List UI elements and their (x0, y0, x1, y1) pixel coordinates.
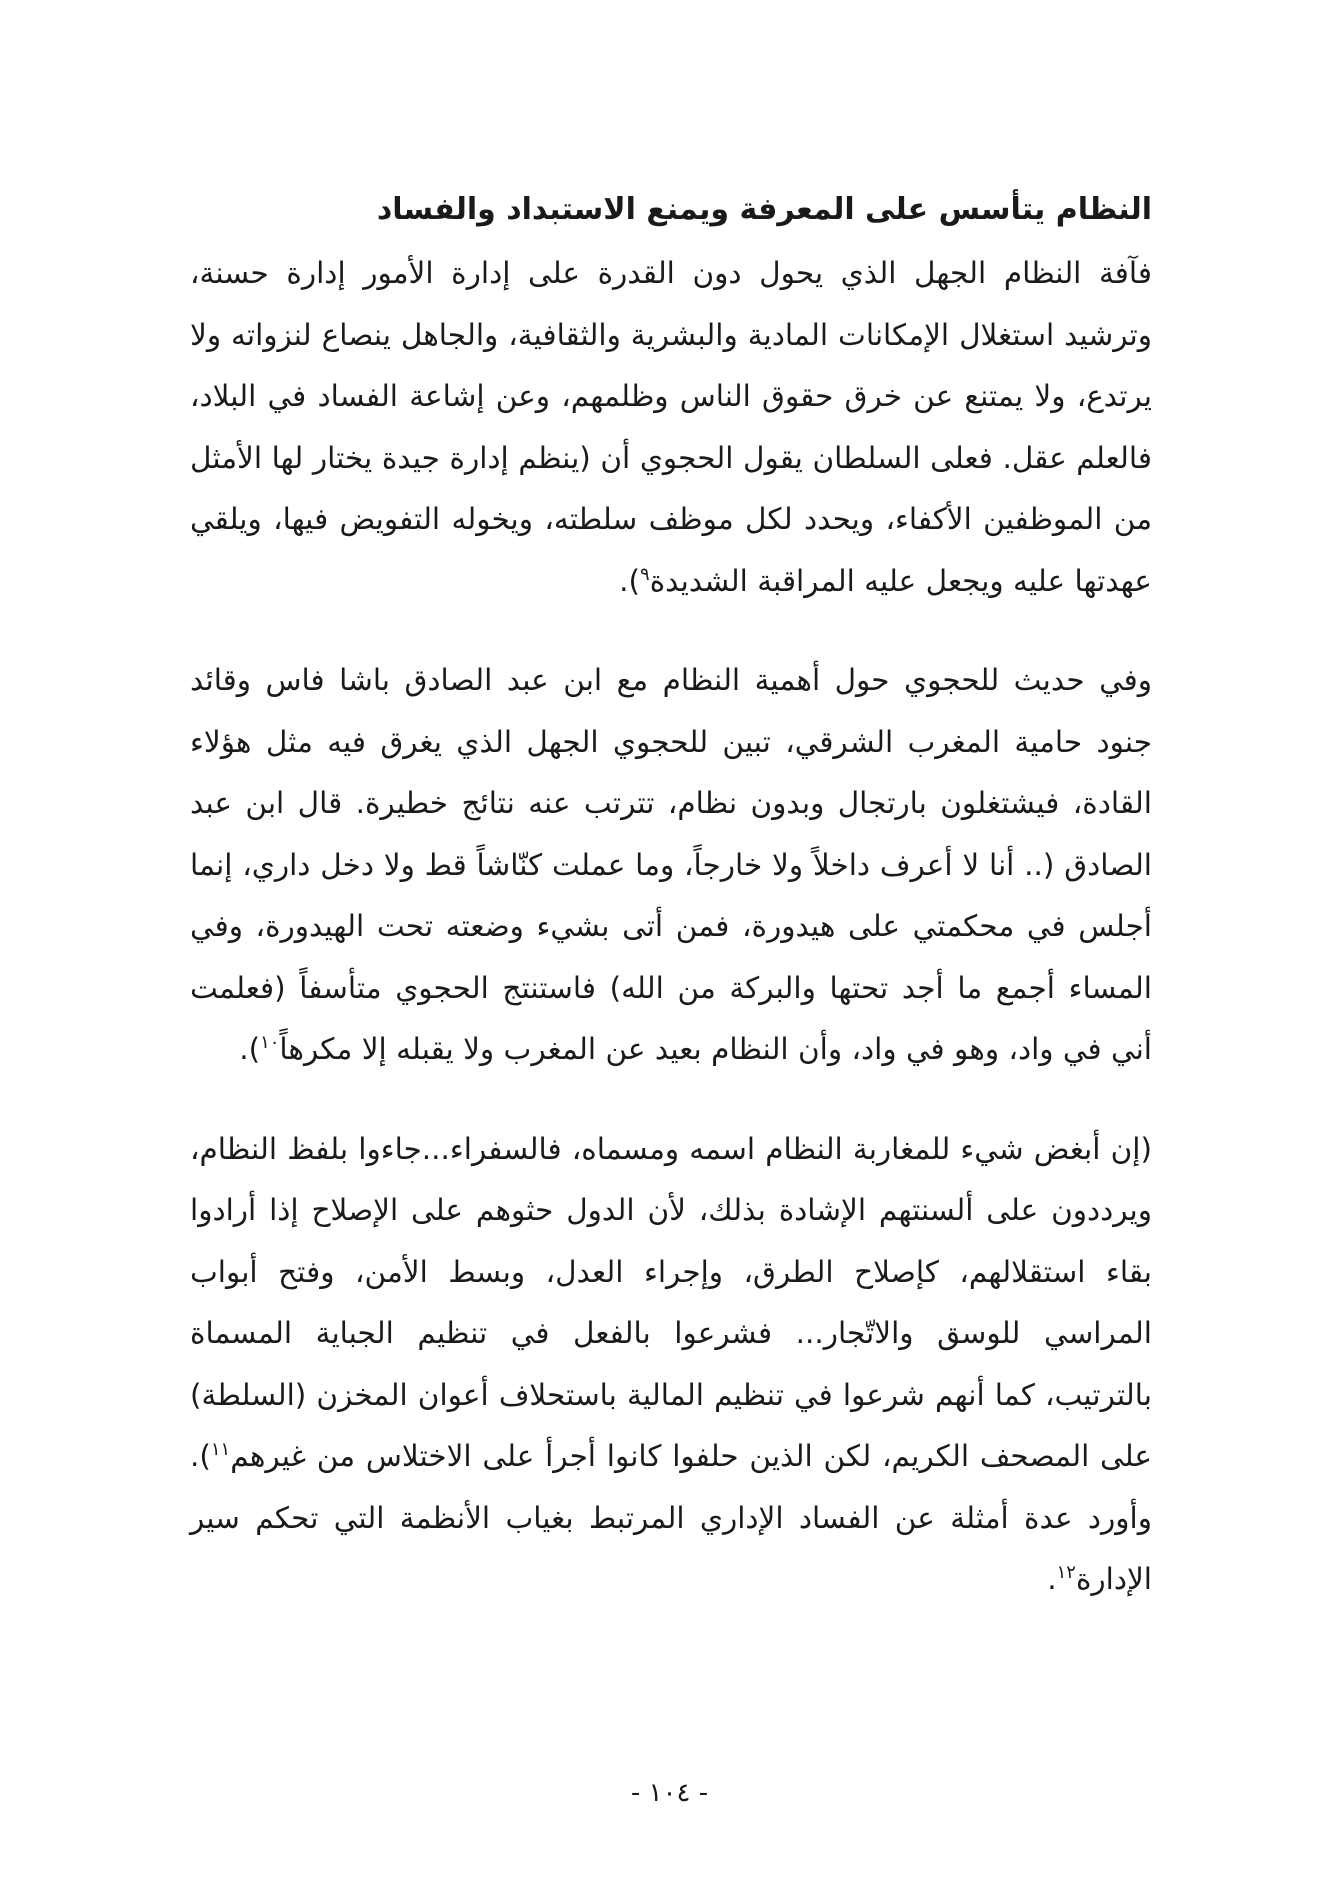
paragraph-3-middle: ). وأورد عدة أمثلة عن الفساد الإداري المرتبط بغياب الأنظمة التي تحكم سير الإدارة (190, 1439, 1152, 1596)
paragraph-3-text: (إن أبغض شيء للمغاربة النظام اسمه ومسماه، فالسفراء...جاءوا بلفظ النظام، ويرددون على ألسنتهم الإشادة بذلك، لأن الدول حثوهم على الإصلاح إذا أرادوا بقاء استقلالهم، كإصلاح الطرق، وإجراء العدل، وبسط الأمن، وفتح أبواب المراسي للوسق والاتّجار... فشرعوا بالفعل في تنظيم الجباية المسماة بالترتيب، كما أنهم شرعوا في تنظيم المالية باستحلاف أعوان المخزن (السلطة) على المصحف الكريم، لكن الذين حلفوا كانوا أجرأ على الاختلاس من غيرهم (190, 1131, 1152, 1473)
footnote-ref-10[interactable]: ١٠ (260, 1032, 280, 1054)
paragraph-3-closing: . (1047, 1562, 1057, 1596)
document-page (190, 185, 1152, 1611)
footnote-ref-11[interactable]: ١١ (210, 1439, 231, 1461)
footnote-ref-12[interactable]: ١٢ (1056, 1562, 1076, 1584)
section-heading: النظام يتأسس على المعرفة ويمنع الاستبداد والفساد (376, 192, 1152, 227)
paragraph-1 (190, 243, 1152, 612)
paragraph-2-closing: ). (239, 1032, 261, 1066)
paragraph-1-text: فآفة النظام الجهل الذي يحول دون القدرة على إدارة الأمور إدارة حسنة، وترشيد استغلال الإمكانات المادية والبشرية والثقافية، والجاهل ينصاع لنزواته ولا يرتدع، ولا يمتنع عن خرق حقوق الناس وظلمهم، وعن إشاعة الفساد في البلاد، فالعلم عقل. فعلى السلطان يقول الحجوي أن (ينظم إدارة جيدة يختار لها الأمثل من الموظفين الأكفاء، ويحدد لكل موظف سلطته، ويخوله التفويض فيها، ويلقي عهدتها عليه ويجعل عليه المراقبة الشديدة (190, 256, 1152, 598)
paragraph-1-closing: ). (619, 563, 641, 598)
footnote-ref-9[interactable]: ٩ (640, 563, 650, 585)
paragraph-2-text: وفي حديث للحجوي حول أهمية النظام مع ابن عبد الصادق باشا فاس وقائد جنود حامية المغرب الشرقي، تبين للحجوي الجهل الذي يغرق فيه مثل هؤلاء القادة، فيشتغلون بارتجال وبدون نظام، تترتب عنه نتائج خطيرة. قال ابن عبد الصادق (.. أنا لا أعرف داخلاً ولا خارجاً، وما عملت كنّاشاً قط ولا دخل داري، إنما أجلس في محكمتي على هيدورة، فمن أتى بشيء وضعته تحت الهيدورة، وفي المساء أجمع ما أجد تحتها والبركة من الله) فاستنتج الحجوي متأسفاً (فعلمت أني في واد، وهو في واد، وأن النظام بعيد عن المغرب ولا يقبله إلا مكرهاً (190, 663, 1152, 1066)
paragraph-2 (190, 650, 1152, 1081)
paragraph-3 (190, 1119, 1152, 1611)
page-number: - ١٠٤ - (630, 1778, 709, 1808)
